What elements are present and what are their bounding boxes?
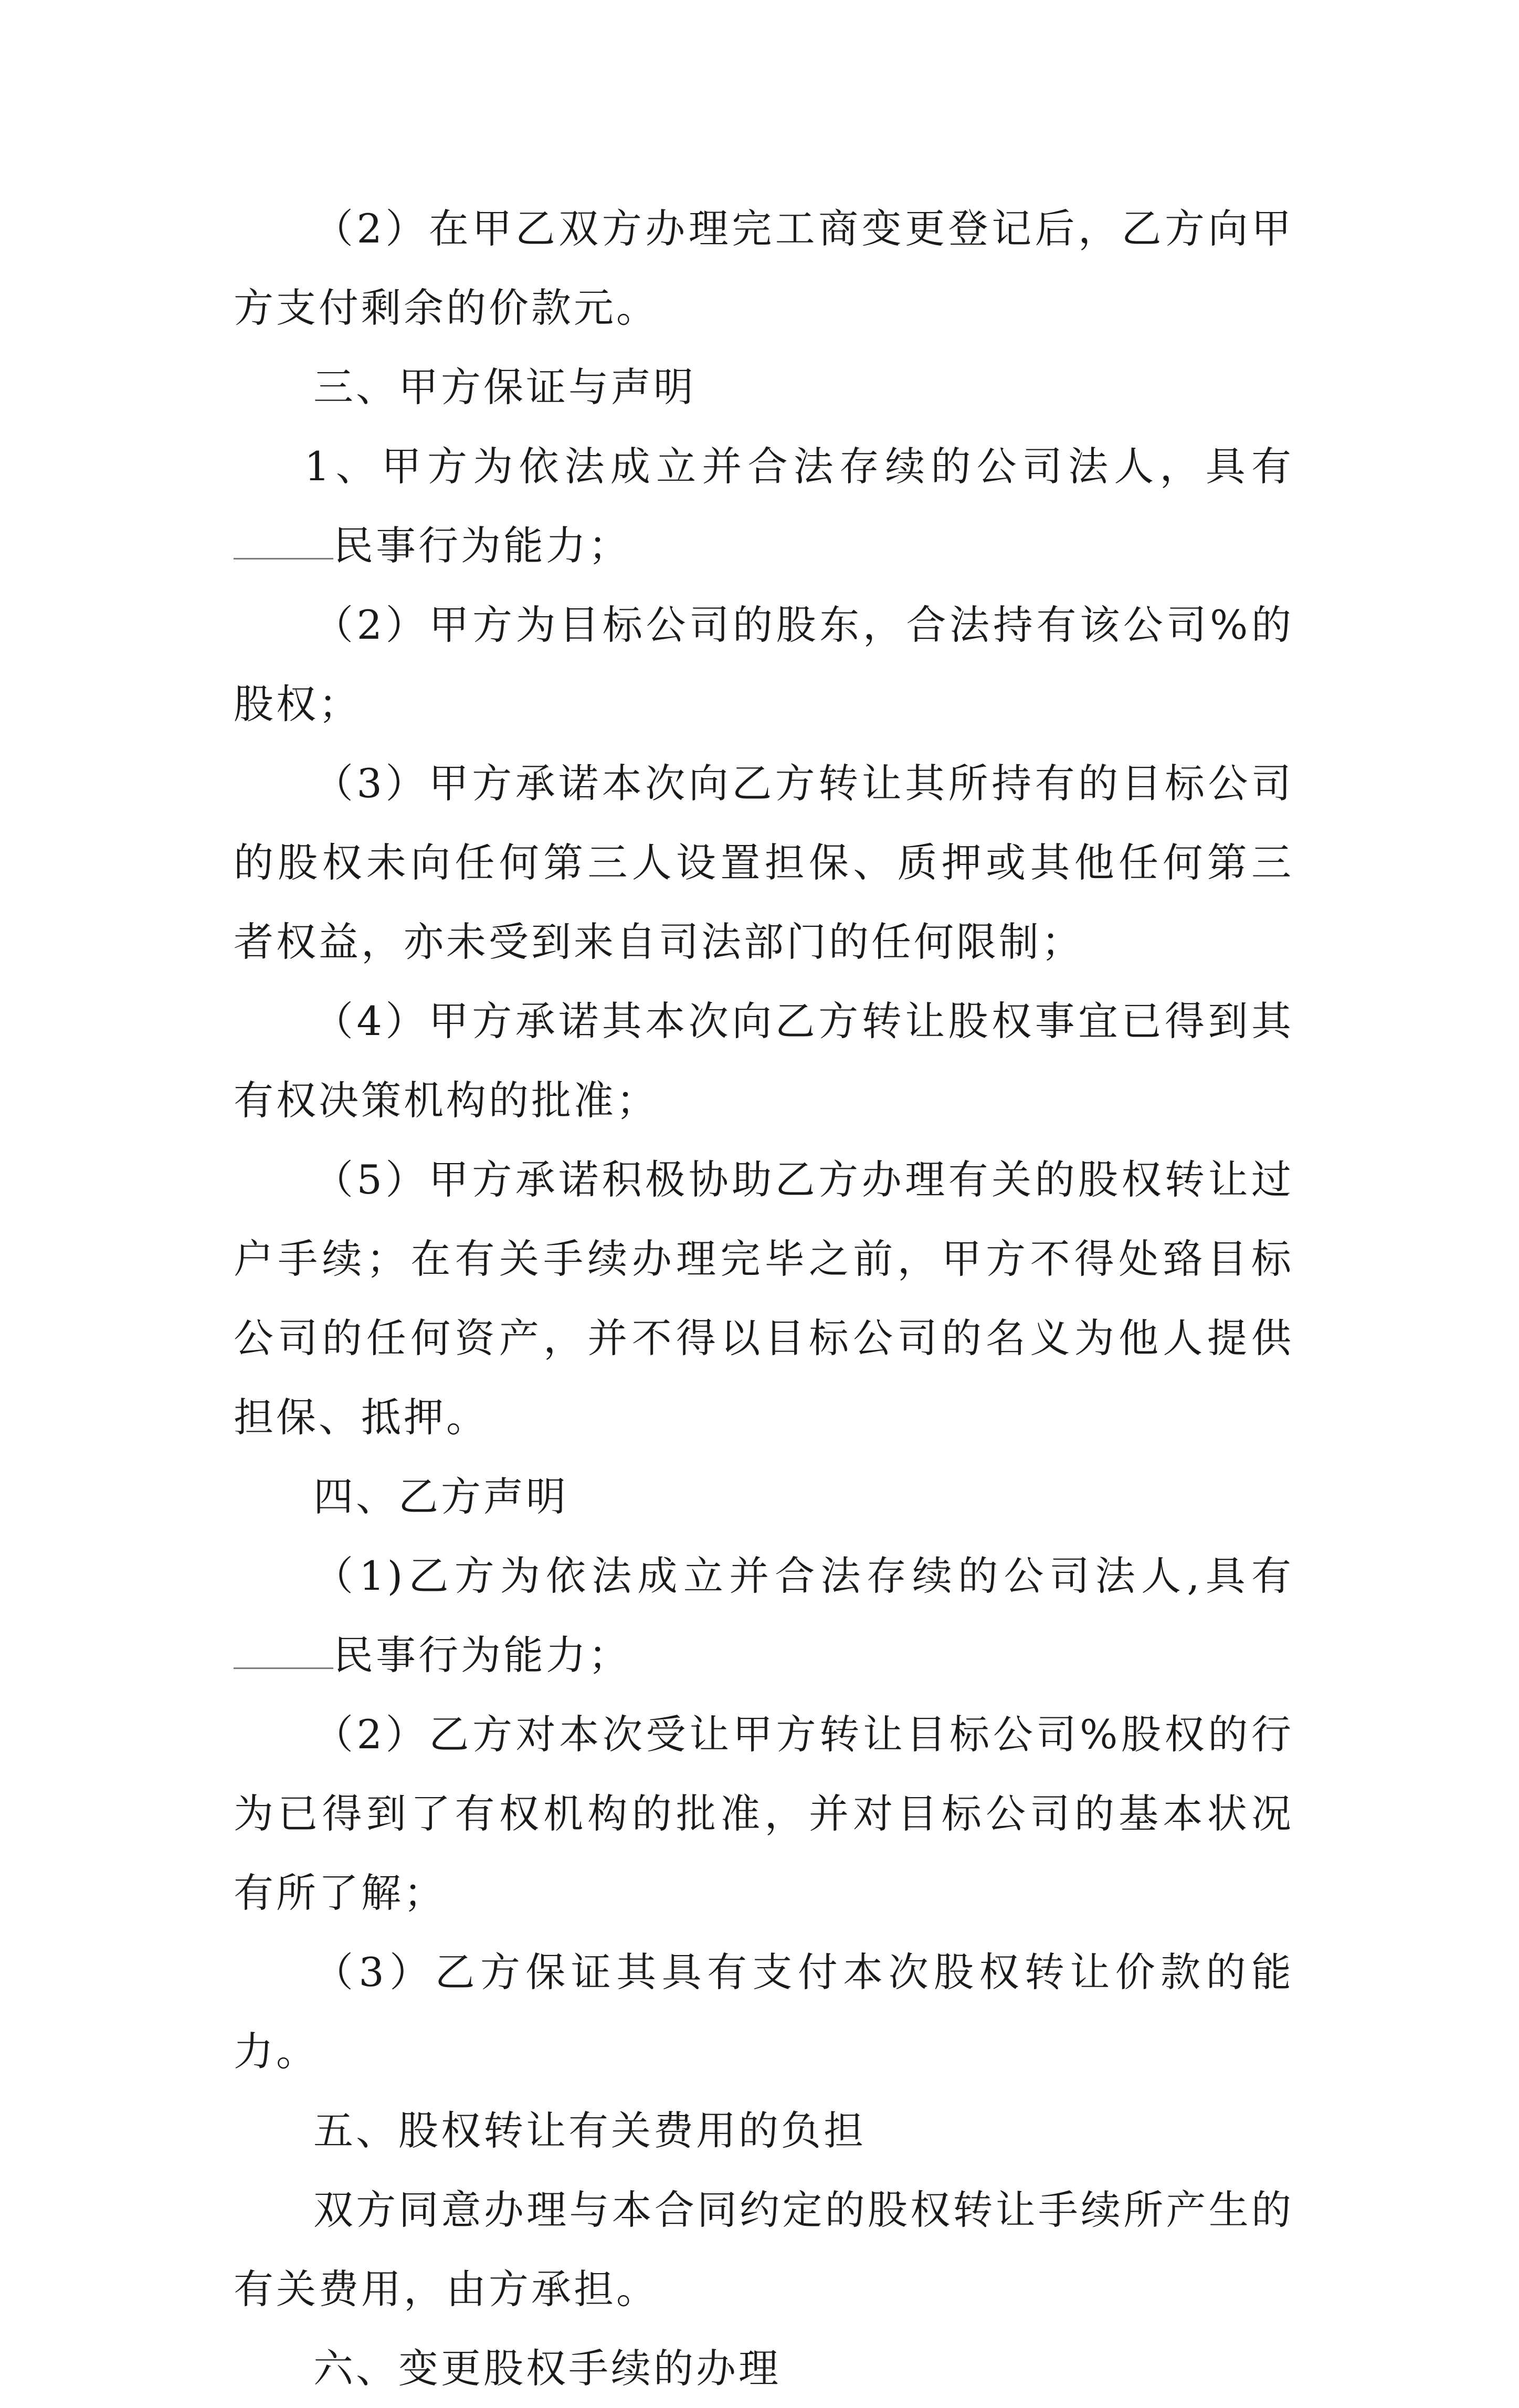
clause-party-b-approval: （2）乙方对本次受让甲方转让目标公司%股权的行为已得到了有权机构的批准，并对目标公司的基本状况有所了解； xyxy=(234,1711,1294,1916)
fill-in-blank xyxy=(234,1636,333,1669)
document-body xyxy=(234,189,1294,2408)
clause-party-b-legal-person xyxy=(234,1536,1294,1695)
clause-party-a-shareholder: （2）甲方为目标公司的股东，合法持有该公司%的股权； xyxy=(234,601,1294,727)
clause-text: 民事行为能力； xyxy=(333,522,631,569)
clause-text: （1)乙方为依法成立并合法存续的公司法人,具有 xyxy=(313,1552,1294,1599)
clause-party-a-legal-person xyxy=(234,427,1294,585)
clause-party-a-approval: （4）甲方承诺其本次向乙方转让股权事宜已得到其有权决策机构的批准； xyxy=(234,998,1294,1124)
clause-text: 民事行为能力； xyxy=(333,1632,631,1678)
clause-party-b-payment-ability: （3）乙方保证其具有支付本次股权转让价款的能力。 xyxy=(234,1949,1294,2075)
heading-party-a-guarantee: 三、甲方保证与声明 xyxy=(313,364,696,410)
fill-in-blank xyxy=(234,526,333,559)
clause-payment-remaining: （2）在甲乙双方办理完工商变更登记后，乙方向甲方支付剩余的价款元。 xyxy=(234,205,1294,331)
clause-fees-borne: 双方同意办理与本合同约定的股权转让手续所产生的有关费用，由方承担。 xyxy=(234,2187,1294,2312)
heading-change-procedure: 六、变更股权手续的办理 xyxy=(313,2345,781,2392)
clause-party-a-assist-transfer: （5）甲方承诺积极协助乙方办理有关的股权转让过户手续；在有关手续办理完毕之前，甲方不得处臵目标公司的任何资产，并不得以目标公司的名义为他人提供担保、抵押。 xyxy=(234,1156,1294,1441)
heading-transfer-fees: 五、股权转让有关费用的负担 xyxy=(313,2107,866,2154)
clause-party-a-no-encumbrance: （3）甲方承诺本次向乙方转让其所持有的目标公司的股权未向任何第三人设置担保、质押或其他任何第三者权益，亦未受到来自司法部门的任何限制； xyxy=(234,760,1294,965)
heading-party-b-declaration: 四、乙方声明 xyxy=(313,1473,568,1520)
clause-text: 1、甲方为依法成立并合法存续的公司法人，具有 xyxy=(304,443,1294,490)
